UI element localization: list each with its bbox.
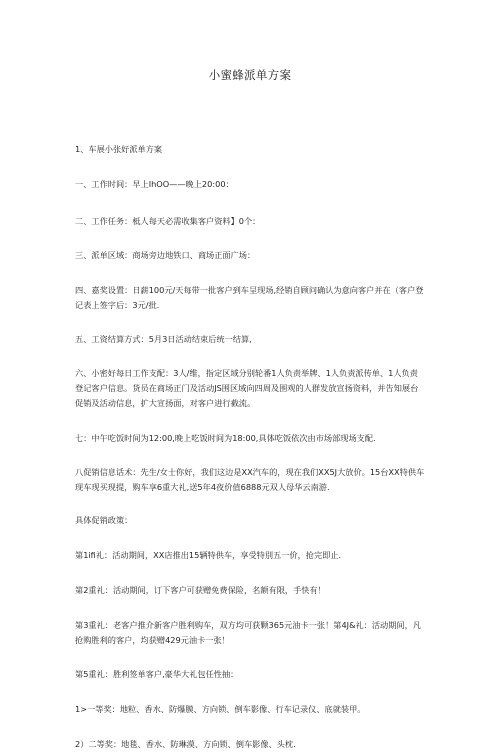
document-title: 小蜜蜂派单方案 <box>208 68 292 82</box>
section-heading: 1、车展小张好派单方案 <box>75 144 163 154</box>
paragraph-work-task: 二、工作任务：柢人每天必需收集客户资料】0个： <box>75 216 261 226</box>
paragraph-work-time: 一、工作时间：早上IhOO——晚上20:00： <box>75 179 234 189</box>
paragraph-gift-5: 第5重礼：胜利签单客户,豪华大礼包任性抽： <box>75 669 239 679</box>
paragraph-first-prize: 1>一等奖：地粒、香水、防爆膜、方向锁、倒车影像、行车记录仪、底就装甲。 <box>75 704 366 714</box>
paragraph-salary-settlement: 五、工资结算方式：5月3日活动结束后统一结算, <box>75 334 252 344</box>
paragraph-rewards: 四、嘉奖设置：日薪100元/天每带一批客户到车呈现场,经销自顾问确认为意向客户并在（客户登记表上签字后：3元/批. <box>75 285 424 310</box>
paragraph-gift-3-4: 第3重礼：老客户推介新客户胜利购车，双方均可获颗365元油卡一张！第4J&礼：活动期间，凡抢购胜利的客户，均获赠429元油卡一张！ <box>75 620 421 645</box>
paragraph-meal-times: 七：中午吃饭时间为12:00,晚上吃饭时间为18:00,具体吃饭依次由市场部现场支配. <box>75 433 376 443</box>
paragraph-promo-policy-heading: 具体促销政策： <box>75 515 133 525</box>
paragraph-second-prize: 2）二等奖：地毯、香水、防琳漠、方向锁、倒车影像、头枕. <box>75 739 296 749</box>
paragraph-distribution-area: 三、派单区域：商场旁边地铁口、商场正面广场： <box>75 250 256 260</box>
paragraph-gift-1: 第1ifi礼：活动期间，XX店推出15辆特供车，享受特別五一价，抢完即止. <box>75 550 342 560</box>
paragraph-sales-script: 八促销信息话术：先生/女士你好，我们这边是XX汽车的，现在我们XX5J大放价。15台XX特供车现车现买现提，购车享6重大礼,送5年4夜价值6888元双人母华云南游. <box>75 467 425 492</box>
paragraph-daily-arrangement: 六、小密好每日工作支配：3人/维，指定区域分别轮番1人负责举牌、1人负责派传单、1人负责登记客户信息。货员在商场正门及活动JS围区域向四周及围观的人群发放宣扬资料，并告知展台促销及活动信息，扩大宣扬面，对客户进行截流。 <box>75 368 419 408</box>
paragraph-gift-2: 第2重礼：活动期间，订下客户可获赠免费保险，名额有限，手快有！ <box>75 585 326 595</box>
document-body <box>75 142 425 752</box>
